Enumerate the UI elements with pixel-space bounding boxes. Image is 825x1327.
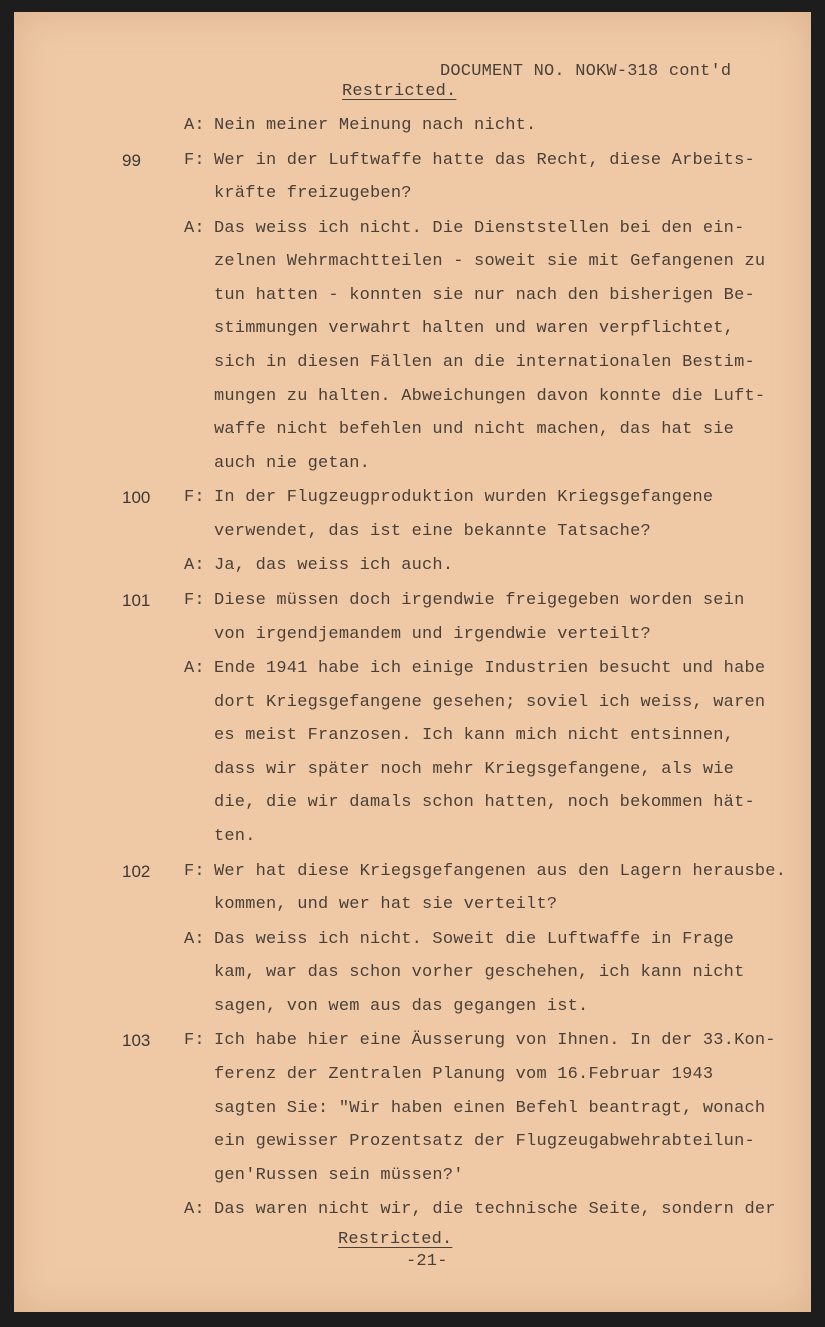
text-line: dass wir später noch mehr Kriegsgefangene, als wie [214, 759, 735, 779]
text-line: kräfte freizugeben? [214, 184, 412, 204]
text-line: kommen, und wer hat sie verteilt? [214, 895, 558, 915]
speaker-label: A: [184, 218, 205, 238]
speaker-label: F: [184, 861, 205, 881]
text-line: Nein meiner Meinung nach nicht. [214, 116, 537, 135]
text-line: Wer in der Luftwaffe hatte das Recht, diese Arbeits- [214, 150, 755, 170]
document-page [14, 12, 811, 1312]
text-line: sagen, von wem aus das gegangen ist. [214, 996, 589, 1016]
text-line: Ja, das weiss ich auch. [214, 556, 454, 576]
speaker-label: F: [184, 488, 205, 508]
question-number: 101 [122, 590, 151, 610]
page-number: -21- [406, 1252, 448, 1271]
text-line: ein gewisser Prozentsatz der Flugzeugabwehrabteilun- [214, 1132, 755, 1152]
question-number: 99 [122, 150, 141, 170]
text-line: auch nie getan. [214, 453, 371, 473]
question-number: 102 [122, 861, 151, 881]
text-line: In der Flugzeugproduktion wurden Kriegsgefangene [214, 488, 714, 508]
text-line: stimmungen verwahrt halten und waren verpflichtet, [214, 319, 735, 339]
question-number: 103 [122, 1031, 151, 1051]
text-line: sagten Sie: "Wir haben einen Befehl beantragt, wonach [214, 1098, 766, 1118]
text-line: dort Kriegsgefangene gesehen; soviel ich weiss, waren [214, 692, 766, 712]
speaker-label: A: [184, 1200, 205, 1220]
text-line: Ich habe hier eine Äusserung von Ihnen. In der 33.Kon- [214, 1031, 776, 1051]
question-number: 100 [122, 488, 151, 508]
text-line: von irgendjemandem und irgendwie verteilt? [214, 624, 651, 644]
text-line: Ende 1941 habe ich einige Industrien besucht und habe [214, 659, 766, 678]
text-line: zelnen Wehrmachtteilen - soweit sie mit Gefangenen zu [214, 252, 766, 272]
text-line: sich in diesen Fällen an die internationalen Bestim- [214, 353, 755, 372]
speaker-label: F: [184, 1031, 205, 1051]
speaker-label: F: [184, 150, 205, 170]
text-line: Das weiss ich nicht. Die Dienststellen bei den ein- [214, 218, 745, 238]
text-line: ten. [214, 827, 256, 846]
text-line: gen'Russen sein müssen?' [214, 1165, 464, 1185]
text-line: Das waren nicht wir, die technische Seite, sondern der [214, 1200, 776, 1220]
text-line: es meist Franzosen. Ich kann mich nicht entsinnen, [214, 726, 735, 746]
text-line: verwendet, das ist eine bekannte Tatsache? [214, 521, 651, 541]
text-line: Wer hat diese Kriegsgefangenen aus den Lagern herausbe. [214, 861, 787, 881]
speaker-label: A: [184, 556, 205, 576]
speaker-label: A: [184, 929, 205, 949]
text-line: die, die wir damals schon hatten, noch bekommen hät- [214, 793, 755, 813]
text-line: ferenz der Zentralen Planung vom 16.Februar 1943 [214, 1064, 714, 1084]
text-line: tun hatten - konnten sie nur nach den bisherigen Be- [214, 285, 755, 305]
text-line: Diese müssen doch irgendwie freigegeben worden sein [214, 590, 745, 610]
speaker-label: A: [184, 116, 205, 135]
text-line: kam, war das schon vorher geschehen, ich kann nicht [214, 963, 745, 983]
speaker-label: A: [184, 659, 205, 678]
speaker-label: F: [184, 590, 205, 610]
footer-classification: Restricted. [338, 1230, 453, 1249]
text-line: waffe nicht befehlen und nicht machen, das hat sie [214, 420, 735, 440]
text-line: mungen zu halten. Abweichungen davon konnte die Luft- [214, 386, 766, 406]
text-line: Das weiss ich nicht. Soweit die Luftwaffe in Frage [214, 929, 735, 949]
document-number: DOCUMENT NO. NOKW-318 cont'd [440, 62, 732, 81]
header-classification: Restricted. [342, 82, 457, 101]
